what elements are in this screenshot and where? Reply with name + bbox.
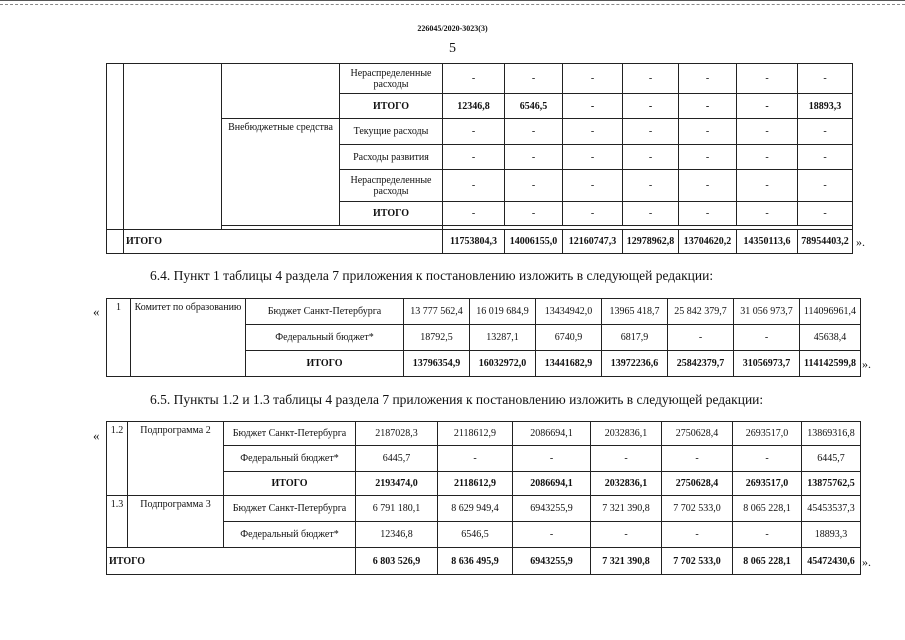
cell-value: 2750628,4 xyxy=(662,472,733,496)
cell-value: - xyxy=(679,94,737,119)
cell-value: - xyxy=(563,170,623,202)
cell-value: 2118612,9 xyxy=(438,472,513,496)
table-subprograms xyxy=(106,421,861,575)
cell-value: - xyxy=(679,119,737,145)
cell-value: - xyxy=(505,145,563,170)
cell-value: 114096961,4 xyxy=(800,299,861,325)
cell-value: - xyxy=(563,94,623,119)
row-label: Федеральный бюджет* xyxy=(224,446,356,472)
cell-value: 114142599,8 xyxy=(800,351,861,377)
cell-value: 6 791 180,1 xyxy=(356,496,438,522)
row-label: Бюджет Санкт-Петербурга xyxy=(224,496,356,522)
paragraph-6-4: 6.4. Пункт 1 таблицы 4 раздела 7 приложения к постановлению изложить в следующей редакции: xyxy=(150,268,714,283)
cell-value: 7 702 533,0 xyxy=(662,496,733,522)
cell-value: 45472430,6 xyxy=(802,548,861,575)
cell-value: 45638,4 xyxy=(800,325,861,351)
cell-value: - xyxy=(443,119,505,145)
cell-value: 12346,8 xyxy=(443,94,505,119)
cell-value: - xyxy=(623,119,679,145)
row-label-total: ИТОГО xyxy=(224,472,356,496)
cell-value: 13 777 562,4 xyxy=(404,299,470,325)
row-label-total: ИТОГО xyxy=(340,202,443,226)
cell-value: 2118612,9 xyxy=(438,422,513,446)
cell-value: - xyxy=(591,522,662,548)
cell-value: 31056973,7 xyxy=(734,351,800,377)
cell-value: 16032972,0 xyxy=(470,351,536,377)
cell-value: 2032836,1 xyxy=(591,422,662,446)
cell-value: 2693517,0 xyxy=(733,422,802,446)
row-label: Нераспределенные расходы xyxy=(340,64,443,94)
cell-value: 6943255,9 xyxy=(513,548,591,575)
cell-value: 2693517,0 xyxy=(733,472,802,496)
cell-value: 2086694,1 xyxy=(513,422,591,446)
total-value: 13704620,2 xyxy=(679,230,737,254)
opening-quote: « xyxy=(93,428,100,443)
cell-value: - xyxy=(798,145,853,170)
cell-value: 6740,9 xyxy=(536,325,602,351)
cell-value: 7 702 533,0 xyxy=(662,548,733,575)
row-label: Федеральный бюджет* xyxy=(246,325,404,351)
row-number: 1.3 xyxy=(107,496,128,548)
cell-value: 31 056 973,7 xyxy=(734,299,800,325)
cell-value: - xyxy=(623,64,679,94)
cell-value: 18893,3 xyxy=(802,522,861,548)
row-label-total: ИТОГО xyxy=(107,548,356,575)
cell-value: - xyxy=(679,145,737,170)
total-value: 12160747,3 xyxy=(563,230,623,254)
cell-value: - xyxy=(798,170,853,202)
cell-value: - xyxy=(733,446,802,472)
cell-value: 13972236,6 xyxy=(602,351,668,377)
table-row xyxy=(107,496,861,522)
cell-value: - xyxy=(733,522,802,548)
row-number: 1.2 xyxy=(107,422,128,496)
cell-value: - xyxy=(505,119,563,145)
closing-quote: ». xyxy=(856,235,865,249)
cell-value: 6546,5 xyxy=(438,522,513,548)
cell-value: 13875762,5 xyxy=(802,472,861,496)
cell-value: - xyxy=(623,94,679,119)
subprogram-name: Подпрограмма 3 xyxy=(128,496,224,548)
table-cell-empty xyxy=(107,230,124,254)
cell-value: - xyxy=(679,170,737,202)
cell-value: - xyxy=(679,202,737,226)
cell-value: 2086694,1 xyxy=(513,472,591,496)
cell-value: - xyxy=(679,64,737,94)
cell-value: - xyxy=(563,145,623,170)
cell-value: - xyxy=(737,145,798,170)
cell-value: - xyxy=(737,170,798,202)
row-label-total: ИТОГО xyxy=(246,351,404,377)
row-label: Федеральный бюджет* xyxy=(224,522,356,548)
cell-value: - xyxy=(505,202,563,226)
table-committee xyxy=(106,298,861,377)
cell-value: - xyxy=(798,64,853,94)
cell-value: 2187028,3 xyxy=(356,422,438,446)
cell-value: 13965 418,7 xyxy=(602,299,668,325)
cell-value: - xyxy=(591,446,662,472)
cell-value: - xyxy=(798,202,853,226)
table-row xyxy=(107,548,861,575)
cell-value: - xyxy=(737,202,798,226)
cell-value: 6445,7 xyxy=(356,446,438,472)
opening-quote: « xyxy=(93,304,100,319)
cell-value: 13434942,0 xyxy=(536,299,602,325)
cell-value: 8 629 949,4 xyxy=(438,496,513,522)
row-label-total: ИТОГО xyxy=(340,94,443,119)
cell-value: 13441682,9 xyxy=(536,351,602,377)
table-cell-empty xyxy=(222,64,340,119)
cell-value: 6546,5 xyxy=(505,94,563,119)
cell-value: - xyxy=(662,522,733,548)
row-label: Нераспределенные расходы xyxy=(340,170,443,202)
paragraph-6-5: 6.5. Пункты 1.2 и 1.3 таблицы 4 раздела 7 приложения к постановлению изложить в следующей редакции: xyxy=(150,392,764,407)
cell-value: 2032836,1 xyxy=(591,472,662,496)
total-value: 14006155,0 xyxy=(505,230,563,254)
cell-value: 6445,7 xyxy=(802,446,861,472)
cell-value: 6 803 526,9 xyxy=(356,548,438,575)
cell-value: - xyxy=(443,64,505,94)
cell-value: 25 842 379,7 xyxy=(668,299,734,325)
document-number: 226045/2020-3023(3) xyxy=(417,24,488,33)
table-row xyxy=(107,64,853,94)
top-border-line xyxy=(0,0,905,5)
cell-value: - xyxy=(513,446,591,472)
cell-value: - xyxy=(513,522,591,548)
total-value: 12978962,8 xyxy=(623,230,679,254)
cell-value: 18792,5 xyxy=(404,325,470,351)
cell-value: 6817,9 xyxy=(602,325,668,351)
cell-value: 7 321 390,8 xyxy=(591,496,662,522)
table-extrabudget-total xyxy=(106,229,853,254)
cell-value: - xyxy=(443,170,505,202)
cell-value: - xyxy=(662,446,733,472)
cell-value: 25842379,7 xyxy=(668,351,734,377)
cell-value: - xyxy=(668,325,734,351)
cell-value: 8 065 228,1 xyxy=(733,496,802,522)
cell-value: 45453537,3 xyxy=(802,496,861,522)
table-cell-empty xyxy=(107,64,124,230)
cell-value: 2193474,0 xyxy=(356,472,438,496)
total-value: 14350113,6 xyxy=(737,230,798,254)
row-label: Бюджет Санкт-Петербурга xyxy=(224,422,356,446)
org-name: Комитет по образованию xyxy=(131,299,246,377)
group-label-extrabudget: Внебюджетные средства xyxy=(222,119,340,226)
table-row xyxy=(107,422,861,446)
cell-value: - xyxy=(623,145,679,170)
row-number: 1 xyxy=(107,299,131,377)
cell-value: - xyxy=(737,119,798,145)
closing-quote: ». xyxy=(862,357,871,371)
cell-value: - xyxy=(563,119,623,145)
table-extrabudget xyxy=(106,63,853,230)
cell-value: - xyxy=(438,446,513,472)
row-label: Текущие расходы xyxy=(340,119,443,145)
closing-quote: ». xyxy=(862,555,871,569)
cell-value: - xyxy=(623,202,679,226)
cell-value: - xyxy=(734,325,800,351)
cell-value: - xyxy=(505,64,563,94)
cell-value: - xyxy=(443,145,505,170)
cell-value: 8 636 495,9 xyxy=(438,548,513,575)
cell-value: 18893,3 xyxy=(798,94,853,119)
cell-value: 8 065 228,1 xyxy=(733,548,802,575)
cell-value: 6943255,9 xyxy=(513,496,591,522)
cell-value: 2750628,4 xyxy=(662,422,733,446)
cell-value: - xyxy=(505,170,563,202)
table-row-total xyxy=(107,230,853,254)
total-value: 78954403,2 xyxy=(798,230,853,254)
total-label: ИТОГО xyxy=(124,230,443,254)
subprogram-name: Подпрограмма 2 xyxy=(128,422,224,496)
cell-value: - xyxy=(563,64,623,94)
table-cell-empty xyxy=(124,64,222,230)
cell-value: 12346,8 xyxy=(356,522,438,548)
cell-value: - xyxy=(623,170,679,202)
cell-value: 16 019 684,9 xyxy=(470,299,536,325)
cell-value: - xyxy=(737,94,798,119)
cell-value: - xyxy=(737,64,798,94)
table-row xyxy=(107,299,861,325)
total-value: 11753804,3 xyxy=(443,230,505,254)
cell-value: - xyxy=(443,202,505,226)
page-number: 5 xyxy=(449,41,456,56)
cell-value: 7 321 390,8 xyxy=(591,548,662,575)
row-label: Расходы развития xyxy=(340,145,443,170)
row-label: Бюджет Санкт-Петербурга xyxy=(246,299,404,325)
cell-value: 13869316,8 xyxy=(802,422,861,446)
cell-value: 13287,1 xyxy=(470,325,536,351)
cell-value: - xyxy=(563,202,623,226)
cell-value: 13796354,9 xyxy=(404,351,470,377)
cell-value: - xyxy=(798,119,853,145)
